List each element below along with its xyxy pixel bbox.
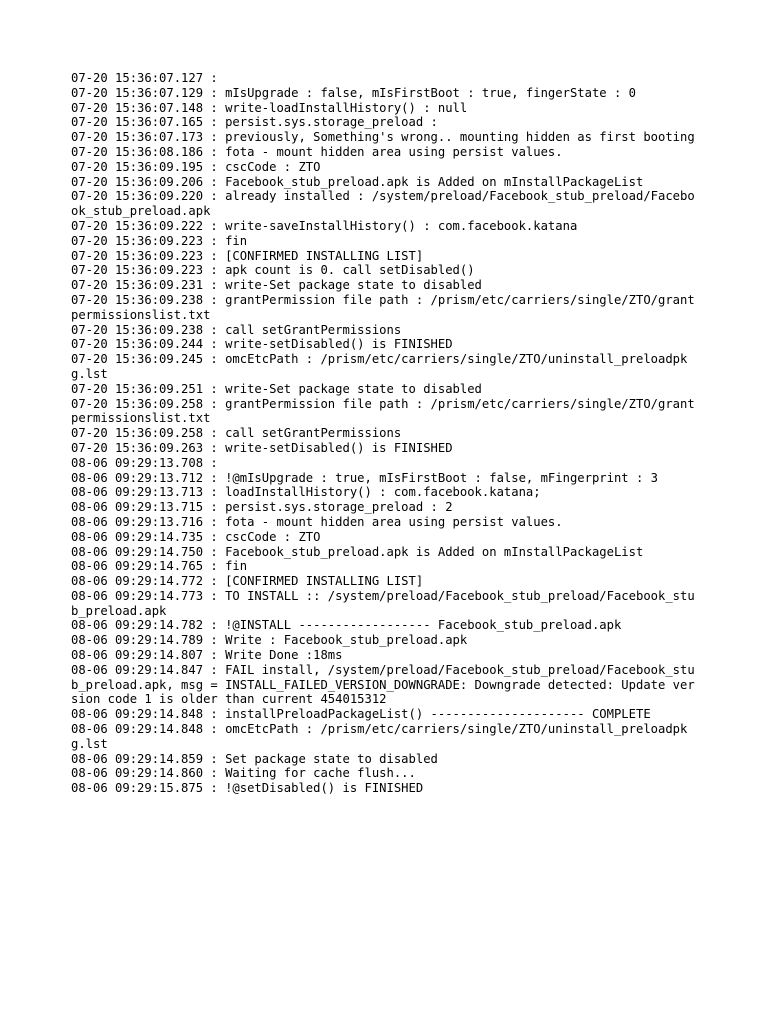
log-line: 07-20 15:36:09.223 : fin (71, 233, 248, 248)
log-line: 07-20 15:36:09.238 : call setGrantPermissions (71, 322, 402, 337)
log-line: 08-06 09:29:14.860 : Waiting for cache flush... (71, 766, 416, 781)
log-line: 08-06 09:29:14.735 : cscCode : ZTO (71, 529, 321, 544)
log-line: 08-06 09:29:13.712 : !@mIsUpgrade : true, mIsFirstBoot : false, mFingerprint : 3 (71, 470, 658, 485)
log-line: 07-20 15:36:09.263 : write-setDisabled() is FINISHED (71, 440, 453, 455)
log-line: 08-06 09:29:15.875 : !@setDisabled() is FINISHED (71, 781, 424, 796)
log-line: 07-20 15:36:09.245 : omcEtcPath : /prism/etc/carriers/single/ZTO/uninstall_preloadpkg.lst (71, 352, 688, 381)
log-line: 08-06 09:29:14.773 : TO INSTALL :: /system/preload/Facebook_stub_preload/Facebook_stub_preload.apk (71, 588, 695, 618)
log-line: 07-20 15:36:07.165 : persist.sys.storage_preload : (71, 115, 438, 130)
log-line: 07-20 15:36:09.222 : write-saveInstallHistory() : com.facebook.katana (71, 218, 578, 233)
log-line: 08-06 09:29:14.848 : installPreloadPackageList() --------------------- COMPLETE (71, 707, 651, 722)
log-line: 07-20 15:36:08.186 : fota - mount hidden area using persist values. (71, 144, 563, 159)
log-line: 07-20 15:36:09.238 : grantPermission file path : /prism/etc/carriers/single/ZTO/grantpermissionslist.txt (71, 292, 695, 322)
log-line: 08-06 09:29:14.789 : Write : Facebook_stub_preload.apk (71, 633, 468, 648)
log-line: 08-06 09:29:14.847 : FAIL install, /system/preload/Facebook_stub_preload/Facebook_stub_preload.apk, msg = INSTALL_FAILED_VERSION_DOWNGRADE: Downgrade detected: Update version code 1 is older than current 454015312 (71, 662, 695, 707)
log-line: 08-06 09:29:13.708 : (71, 455, 218, 470)
log-line: 07-20 15:36:09.244 : write-setDisabled() is FINISHED (71, 337, 453, 352)
log-line: 07-20 15:36:07.173 : previously, Something's wrong.. mounting hidden as first booting (71, 130, 695, 145)
log-line: 08-06 09:29:13.713 : loadInstallHistory() : com.facebook.katana; (71, 485, 541, 500)
log-line: 07-20 15:36:07.127 : (71, 71, 218, 85)
log-line: 08-06 09:29:14.848 : omcEtcPath : /prism/etc/carriers/single/ZTO/uninstall_preloadpkg.lst (71, 722, 688, 751)
log-line: 07-20 15:36:09.195 : cscCode : ZTO (71, 159, 321, 174)
log-line: 08-06 09:29:13.715 : persist.sys.storage_preload : 2 (71, 500, 453, 515)
log-line: 07-20 15:36:09.258 : grantPermission file path : /prism/etc/carriers/single/ZTO/grantpermissionslist.txt (71, 396, 695, 426)
log-line: 07-20 15:36:09.220 : already installed : /system/preload/Facebook_stub_preload/Facebook_stub_preload.apk (71, 189, 695, 219)
log-line: 08-06 09:29:14.807 : Write Done :18ms (71, 648, 343, 663)
log-line: 08-06 09:29:14.782 : !@INSTALL ------------------ Facebook_stub_preload.apk (71, 618, 622, 633)
log-line: 07-20 15:36:09.223 : apk count is 0. call setDisabled() (71, 263, 475, 278)
log-line: 07-20 15:36:09.258 : call setGrantPermissions (71, 426, 402, 441)
log-line: 07-20 15:36:07.148 : write-loadInstallHistory() : null (71, 100, 468, 115)
log-line: 08-06 09:29:14.765 : fin (71, 559, 248, 574)
log-line: 08-06 09:29:14.859 : Set package state to disabled (71, 751, 438, 766)
log-line: 07-20 15:36:09.231 : write-Set package state to disabled (71, 278, 482, 293)
log-line: 07-20 15:36:09.206 : Facebook_stub_preload.apk is Added on mInstallPackageList (71, 174, 644, 189)
log-document (71, 71, 701, 796)
log-line: 07-20 15:36:09.223 : [CONFIRMED INSTALLING LIST] (71, 248, 424, 263)
log-line: 08-06 09:29:14.750 : Facebook_stub_preload.apk is Added on mInstallPackageList (71, 544, 644, 559)
log-line: 08-06 09:29:13.716 : fota - mount hidden area using persist values. (71, 514, 563, 529)
log-line: 07-20 15:36:07.129 : mIsUpgrade : false, mIsFirstBoot : true, fingerState : 0 (71, 85, 636, 100)
log-line: 08-06 09:29:14.772 : [CONFIRMED INSTALLING LIST] (71, 574, 424, 589)
log-line: 07-20 15:36:09.251 : write-Set package state to disabled (71, 381, 482, 396)
